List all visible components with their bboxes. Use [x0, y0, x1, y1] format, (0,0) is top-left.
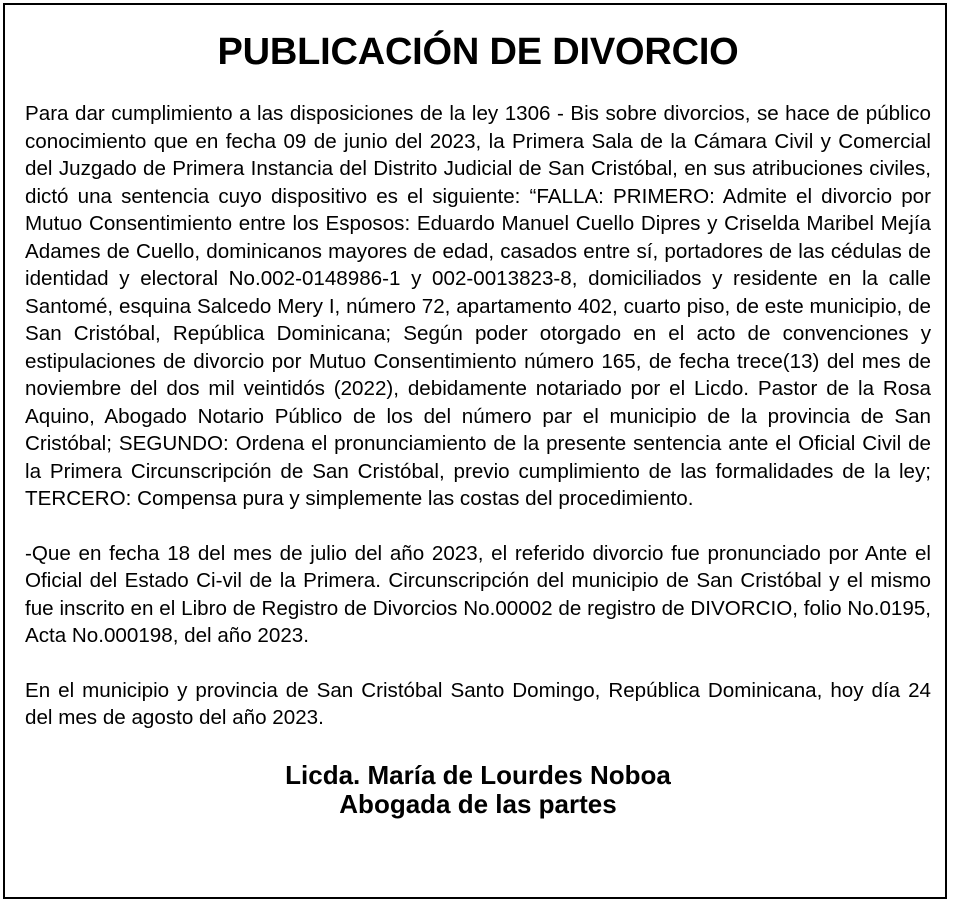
notice-content	[25, 5, 931, 819]
signature-name: Licda. María de Lourdes Noboa	[285, 759, 671, 790]
signature-role: Abogada de las partes	[339, 788, 617, 819]
notice-title: PUBLICACIÓN DE DIVORCIO	[217, 31, 739, 73]
signature-block	[25, 761, 931, 819]
notice-paragraph-date: En el municipio y provincia de San Cristóbal Santo Domingo, República Dominicana, hoy día 24 del mes de agosto del año 2023.	[25, 678, 931, 729]
notice-paragraph-ruling: Para dar cumplimiento a las disposiciones de la ley 1306 - Bis sobre divorcios, se hace de público conocimiento que en fecha 09 de junio del 2023, la Primera Sala de la Cámara Civil y Comercial del Juzgado de Primera Instancia del Distrito Judicial de San Cristóbal, en sus atribuciones civiles, dictó una sentencia cuyo dispositivo es el siguiente: “FALLA: PRIMERO: Admite el divorcio por Mutuo Consentimiento entre los Esposos: Eduardo Manuel Cuello Dipres y Criselda Maribel Mejía Adames de Cuello, dominicanos mayores de edad, casados entre sí, portadores de las cédulas de identidad y electoral No.002-0148986-1 y 002-0013823-8, domiciliados y residente en la calle Santomé, esquina Salcedo Mery I, número 72, apartamento 402, cuarto piso, de este municipio, de San Cristóbal, República Dominicana; Según poder otorgado en el acto de convenciones y estipulaciones de divorcio por Mutuo Consentimiento número 165, de fecha trece(13) del mes de noviembre del dos mil veintidós (2022), debidamente notariado por el Licdo. Pastor de la Rosa Aquino, Abogado Notario Público de los del número par el municipio de la provincia de San Cristóbal; SEGUNDO: Ordena el pronunciamiento de la presente sentencia ante el Oficial Civil de la Primera Circunscripción de San Cristóbal, previo cumplimiento de las formalidades de la ley; TERCERO: Compensa pura y simplemente las costas del procedimiento.	[25, 102, 931, 510]
notice-frame	[3, 3, 947, 899]
notice-paragraph-registration: -Que en fecha 18 del mes de julio del año 2023, el referido divorcio fue pronunciado por Ante el Oficial del Estado Ci-vil de la Primera. Circunscripción del municipio de San Cristóbal y el mismo fue inscrito en el Libro de Registro de Divorcios No.00002 de registro de DIVORCIO, folio No.0195, Acta No.000198, del año 2023.	[25, 541, 931, 647]
